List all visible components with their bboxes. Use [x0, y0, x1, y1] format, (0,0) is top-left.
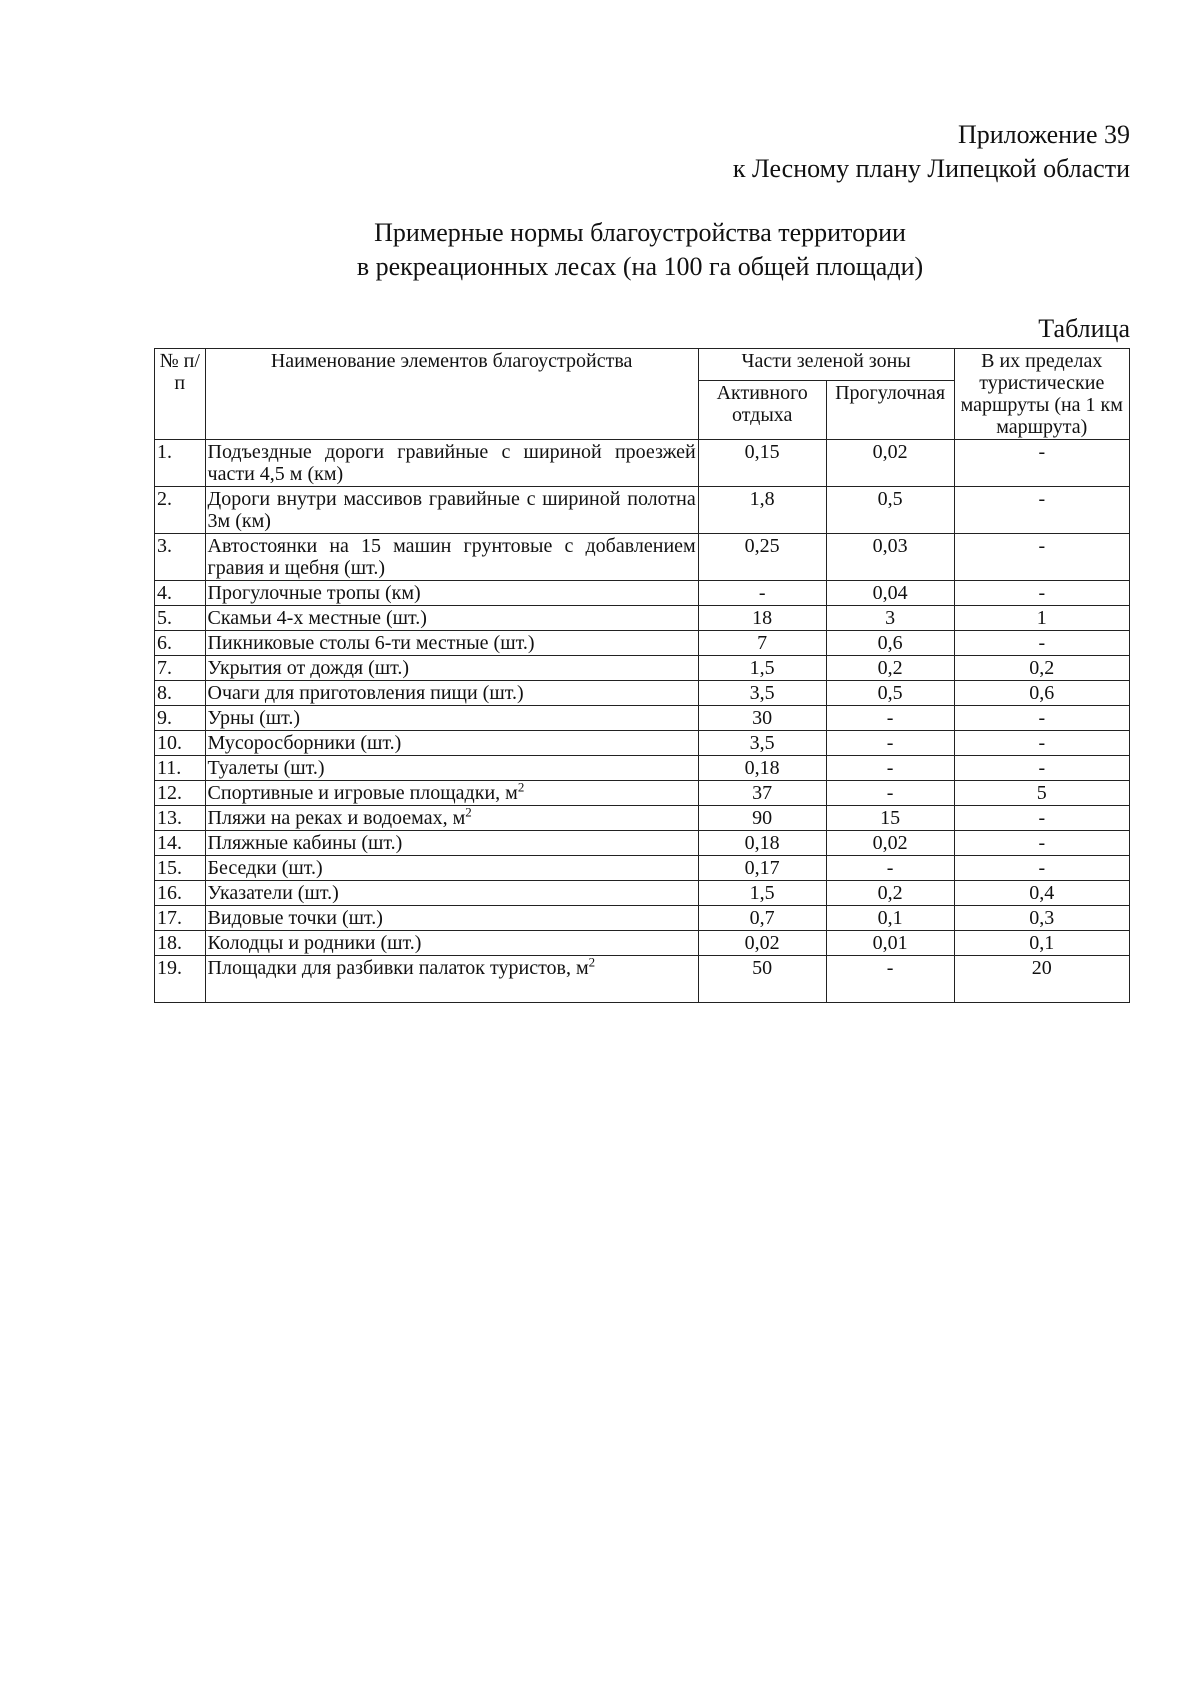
appendix-number: Приложение 39: [957, 120, 1130, 149]
row-active-value: 0,25: [698, 534, 826, 581]
row-number: 2.: [155, 487, 206, 534]
row-routes-value: 20: [954, 956, 1129, 1003]
row-number: 1.: [155, 440, 206, 487]
row-active-value: 3,5: [698, 681, 826, 706]
row-element-name: [205, 956, 698, 1003]
row-active-value: 0,7: [698, 906, 826, 931]
row-routes-value: -: [954, 756, 1129, 781]
appendix-reference: к Лесному плану Липецкой области: [732, 154, 1130, 183]
row-element-name: [205, 606, 698, 631]
row-active-value: 50: [698, 956, 826, 1003]
row-element-name: [205, 856, 698, 881]
row-element-name: [205, 706, 698, 731]
table-label: Таблица: [1038, 314, 1130, 343]
row-active-value: 30: [698, 706, 826, 731]
header-number: № п/п: [155, 349, 206, 440]
table-row: [155, 906, 1130, 931]
row-element-name: [205, 906, 698, 931]
table-row: [155, 534, 1130, 581]
row-routes-value: -: [954, 856, 1129, 881]
row-walking-value: 15: [826, 806, 954, 831]
row-walking-value: 3: [826, 606, 954, 631]
row-number: 14.: [155, 831, 206, 856]
unit-superscript: 2: [465, 804, 472, 820]
row-active-value: 0,18: [698, 756, 826, 781]
table-row: [155, 956, 1130, 1003]
row-number: 15.: [155, 856, 206, 881]
table-row: [155, 731, 1130, 756]
row-active-value: 0,18: [698, 831, 826, 856]
row-number: 5.: [155, 606, 206, 631]
row-element-name-text: Дороги внутри массивов гравийные с шириной полотна 3м (км): [207, 488, 696, 532]
row-routes-value: -: [954, 581, 1129, 606]
row-walking-value: 0,5: [826, 681, 954, 706]
row-active-value: 3,5: [698, 731, 826, 756]
row-walking-value: 0,03: [826, 534, 954, 581]
row-element-name: [205, 781, 698, 806]
row-active-value: 1,8: [698, 487, 826, 534]
table-row: [155, 681, 1130, 706]
row-routes-value: 5: [954, 781, 1129, 806]
row-walking-value: 0,2: [826, 656, 954, 681]
row-routes-value: -: [954, 731, 1129, 756]
document-title: [0, 216, 1200, 284]
norms-table: [154, 348, 1130, 1003]
row-element-name: [205, 534, 698, 581]
row-number: 13.: [155, 806, 206, 831]
row-active-value: 1,5: [698, 881, 826, 906]
row-walking-value: 0,6: [826, 631, 954, 656]
table-row: [155, 487, 1130, 534]
header-walking: Прогулочная: [826, 380, 954, 439]
row-number: 16.: [155, 881, 206, 906]
row-element-name: [205, 656, 698, 681]
row-routes-value: 0,2: [954, 656, 1129, 681]
row-element-name: [205, 440, 698, 487]
table-row: [155, 606, 1130, 631]
row-routes-value: -: [954, 631, 1129, 656]
table-body: [155, 440, 1130, 1003]
row-number: 17.: [155, 906, 206, 931]
row-active-value: 1,5: [698, 656, 826, 681]
row-element-name-text: Площадки для разбивки палаток туристов, м: [207, 957, 589, 979]
unit-superscript: 2: [517, 779, 525, 795]
table-row: [155, 656, 1130, 681]
row-element-name-text: Скамьи 4-х местные (шт.): [207, 607, 427, 629]
row-number: 8.: [155, 681, 206, 706]
title-line-2: в рекреационных лесах (на 100 га общей площади): [356, 252, 924, 281]
row-number: 6.: [155, 631, 206, 656]
row-walking-value: 0,04: [826, 581, 954, 606]
row-element-name: [205, 881, 698, 906]
row-element-name-text: Видовые точки (шт.): [207, 907, 383, 929]
row-element-name-text: Подъездные дороги гравийные с шириной проезжей части 4,5 м (км): [207, 441, 696, 485]
row-number: 19.: [155, 956, 206, 1003]
table-row: [155, 706, 1130, 731]
row-walking-value: -: [826, 706, 954, 731]
row-element-name-text: Прогулочные тропы (км): [207, 582, 421, 604]
row-active-value: 0,17: [698, 856, 826, 881]
row-number: 12.: [155, 781, 206, 806]
row-element-name: [205, 631, 698, 656]
row-walking-value: 0,01: [826, 931, 954, 956]
row-element-name: [205, 487, 698, 534]
title-line-1: Примерные нормы благоустройства территории: [374, 218, 906, 247]
row-element-name-text: Указатели (шт.): [207, 882, 339, 904]
row-element-name: [205, 581, 698, 606]
header-active-rest: Активного отдыха: [698, 380, 826, 439]
row-element-name-text: Беседки (шт.): [207, 857, 323, 879]
row-element-name: [205, 731, 698, 756]
row-walking-value: -: [826, 756, 954, 781]
row-element-name-text: Колодцы и родники (шт.): [207, 932, 422, 954]
row-routes-value: -: [954, 534, 1129, 581]
row-routes-value: 0,6: [954, 681, 1129, 706]
row-element-name-text: Спортивные и игровые площадки, м: [207, 782, 518, 804]
row-routes-value: 0,4: [954, 881, 1129, 906]
row-element-name-text: Мусоросборники (шт.): [207, 732, 402, 754]
row-number: 10.: [155, 731, 206, 756]
row-element-name: [205, 806, 698, 831]
row-walking-value: 0,1: [826, 906, 954, 931]
row-routes-value: 0,1: [954, 931, 1129, 956]
table-row: [155, 631, 1130, 656]
row-element-name-text: Пляжи на реках и водоемах, м: [207, 807, 466, 829]
row-walking-value: 0,02: [826, 440, 954, 487]
row-number: 18.: [155, 931, 206, 956]
row-walking-value: 0,2: [826, 881, 954, 906]
row-active-value: 90: [698, 806, 826, 831]
appendix-note: [733, 118, 1130, 186]
row-routes-value: 0,3: [954, 906, 1129, 931]
row-active-value: 7: [698, 631, 826, 656]
row-number: 3.: [155, 534, 206, 581]
row-number: 11.: [155, 756, 206, 781]
header-tourist-routes: В их пределах туристические маршруты (на 1 км маршрута): [954, 349, 1129, 440]
table-row: [155, 831, 1130, 856]
row-element-name: [205, 756, 698, 781]
table-row: [155, 881, 1130, 906]
row-routes-value: -: [954, 487, 1129, 534]
row-active-value: -: [698, 581, 826, 606]
row-walking-value: 0,5: [826, 487, 954, 534]
row-active-value: 37: [698, 781, 826, 806]
row-routes-value: -: [954, 440, 1129, 487]
row-element-name: [205, 681, 698, 706]
row-routes-value: -: [954, 806, 1129, 831]
header-element-name: Наименование элементов благоустройства: [205, 349, 698, 440]
table-row: [155, 856, 1130, 881]
row-walking-value: -: [826, 731, 954, 756]
row-active-value: 0,02: [698, 931, 826, 956]
table-row: [155, 806, 1130, 831]
unit-superscript: 2: [588, 954, 596, 970]
row-element-name-text: Пикниковые столы 6-ти местные (шт.): [207, 632, 535, 654]
row-walking-value: -: [826, 781, 954, 806]
table-row: [155, 440, 1130, 487]
table-row: [155, 781, 1130, 806]
row-routes-value: -: [954, 831, 1129, 856]
row-number: 7.: [155, 656, 206, 681]
row-walking-value: -: [826, 956, 954, 1003]
table-row: [155, 756, 1130, 781]
row-active-value: 0,15: [698, 440, 826, 487]
row-routes-value: -: [954, 706, 1129, 731]
row-number: 9.: [155, 706, 206, 731]
row-element-name-text: Автостоянки на 15 машин грунтовые с добавлением гравия и щебня (шт.): [207, 535, 696, 579]
row-element-name-text: Очаги для приготовления пищи (шт.): [207, 682, 524, 704]
row-element-name: [205, 931, 698, 956]
row-routes-value: 1: [954, 606, 1129, 631]
row-element-name-text: Пляжные кабины (шт.): [207, 832, 403, 854]
row-element-name: [205, 831, 698, 856]
header-green-zone: Части зеленой зоны: [698, 349, 954, 381]
row-walking-value: 0,02: [826, 831, 954, 856]
row-element-name-text: Туалеты (шт.): [207, 757, 325, 779]
table-row: [155, 581, 1130, 606]
row-walking-value: -: [826, 856, 954, 881]
row-active-value: 18: [698, 606, 826, 631]
table-row: [155, 931, 1130, 956]
row-element-name-text: Урны (шт.): [207, 707, 301, 729]
row-number: 4.: [155, 581, 206, 606]
row-element-name-text: Укрытия от дождя (шт.): [207, 657, 410, 679]
